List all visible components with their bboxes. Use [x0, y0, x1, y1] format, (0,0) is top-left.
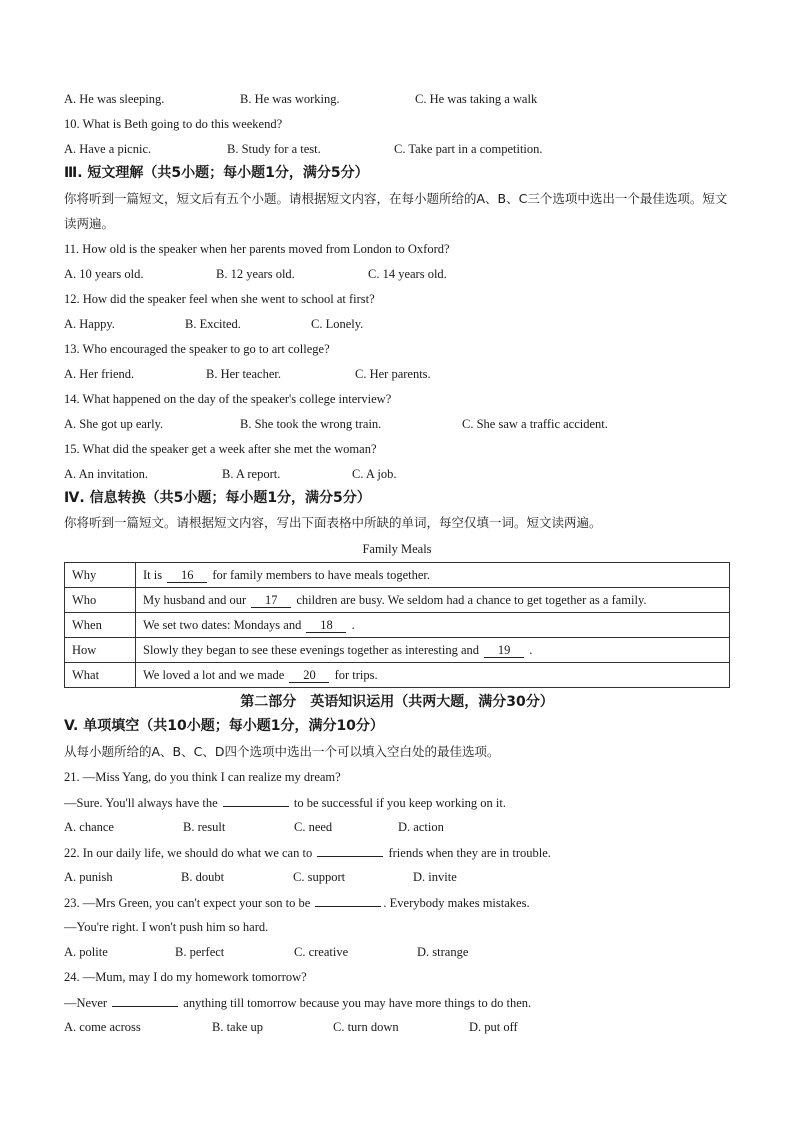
table-row	[65, 663, 730, 688]
answer-blank-20[interactable]: 20	[289, 668, 329, 683]
q9-option-b: B. He was working.	[240, 92, 340, 106]
table-row	[65, 563, 730, 588]
q23-option-b: B. perfect	[175, 945, 225, 959]
q21-text-post: to be successful if you keep working on it.	[293, 796, 506, 810]
row-text-post: for trips.	[334, 667, 378, 682]
row-text-pre: It is	[143, 567, 163, 582]
table-row	[65, 613, 730, 638]
q10-option-b: B. Study for a test.	[227, 142, 321, 156]
row-text-post: children are busy. We seldom had a chance to get together as a family.	[296, 592, 647, 607]
q10-option-a: A. Have a picnic.	[64, 142, 152, 156]
row-key: Who	[65, 588, 136, 613]
answer-blank-19[interactable]: 19	[484, 643, 524, 658]
table-title: Family Meals	[362, 542, 432, 556]
q21-option-b: B. result	[183, 820, 226, 834]
q15-option-b: B. A report.	[222, 467, 281, 481]
q24-line-2	[64, 993, 531, 1012]
q12-stem: 12. How did the speaker feel when she went to school at first?	[64, 292, 375, 306]
q10-stem: 10. What is Beth going to do this weekend?	[64, 117, 283, 131]
row-key: What	[65, 663, 136, 688]
part-2-title: 第二部分 英语知识运用（共两大题，满分30分）	[240, 694, 554, 710]
q24-option-d: D. put off	[469, 1020, 518, 1034]
row-content	[136, 638, 730, 663]
q12-option-a: A. Happy.	[64, 317, 115, 331]
q24-option-b: B. take up	[212, 1020, 264, 1034]
q10-option-c: C. Take part in a competition.	[394, 142, 543, 156]
q15-stem: 15. What did the speaker get a week after she met the woman?	[64, 442, 377, 456]
q12-option-b: B. Excited.	[185, 317, 241, 331]
q14-option-b: B. She took the wrong train.	[240, 417, 382, 431]
row-text-pre: Slowly they began to see these evenings together as interesting and	[143, 642, 480, 657]
q23-line-2: —You're right. I won't push him so hard.	[64, 920, 269, 934]
q21-text-pre: —Sure. You'll always have the	[64, 796, 218, 810]
row-text-pre: We set two dates: Mondays and	[143, 617, 302, 632]
q23-text-post: . Everybody makes mistakes.	[383, 896, 530, 910]
q22-text-post: friends when they are in trouble.	[388, 846, 551, 860]
row-text-pre: My husband and our	[143, 592, 247, 607]
q21-option-d: D. action	[398, 820, 444, 834]
q14-option-a: A. She got up early.	[64, 417, 164, 431]
q13-option-a: A. Her friend.	[64, 367, 135, 381]
q23-option-c: C. creative	[294, 945, 349, 959]
answer-blank-16[interactable]: 16	[167, 568, 207, 583]
row-text-post: for family members to have meals together.	[212, 567, 430, 582]
table-row	[65, 638, 730, 663]
q23-blank[interactable]	[315, 893, 381, 907]
row-key: When	[65, 613, 136, 638]
q22-text-pre: 22. In our daily life, we should do what we can to	[64, 846, 313, 860]
row-content	[136, 563, 730, 588]
q21-line-2	[64, 793, 506, 812]
q14-option-c: C. She saw a traffic accident.	[462, 417, 608, 431]
row-key: Why	[65, 563, 136, 588]
q21-option-a: A. chance	[64, 820, 114, 834]
q22-option-c: C. support	[293, 870, 346, 884]
q23-line-1	[64, 893, 530, 912]
q21-blank[interactable]	[223, 793, 289, 807]
row-text-post: .	[351, 617, 355, 632]
q12-option-c: C. Lonely.	[311, 317, 364, 331]
answer-blank-18[interactable]: 18	[306, 618, 346, 633]
q22-option-a: A. punish	[64, 870, 113, 884]
q15-option-a: A. An invitation.	[64, 467, 149, 481]
row-key: How	[65, 638, 136, 663]
q24-line-1: 24. —Mum, may I do my homework tomorrow?	[64, 970, 307, 984]
table-row	[65, 588, 730, 613]
q13-stem: 13. Who encouraged the speaker to go to art college?	[64, 342, 330, 356]
section-4-title: Ⅳ. 信息转换（共5小题；每小题1分，满分5分）	[64, 490, 371, 506]
q22-blank[interactable]	[317, 843, 383, 857]
q23-option-a: A. polite	[64, 945, 108, 959]
q22-option-b: B. doubt	[181, 870, 225, 884]
q15-option-c: C. A job.	[352, 467, 397, 481]
q9-option-c: C. He was taking a walk	[415, 92, 538, 106]
section-5-title: V. 单项填空（共10小题；每小题1分，满分10分）	[64, 718, 384, 734]
q24-option-a: A. come across	[64, 1020, 141, 1034]
q23-text-pre: 23. —Mrs Green, you can't expect your son to be	[64, 896, 311, 910]
q11-option-c: C. 14 years old.	[368, 267, 447, 281]
q13-option-c: C. Her parents.	[355, 367, 431, 381]
q11-option-b: B. 12 years old.	[216, 267, 295, 281]
q24-text-post: anything till tomorrow because you may have more things to do then.	[183, 996, 532, 1010]
section-5-instruction: 从每小题所给的A、B、C、D四个选项中选出一个可以填入空白处的最佳选项。	[64, 744, 500, 759]
q13-option-b: B. Her teacher.	[206, 367, 281, 381]
section-3-instruction: 你将听到一篇短文，短文后有五个小题。请根据短文内容，在每小题所给的A、B、C三个选项中选出一个最佳选项。短文读两遍。	[64, 191, 728, 231]
q22-option-d: D. invite	[413, 870, 457, 884]
row-content	[136, 663, 730, 688]
q22-stem	[64, 843, 551, 862]
q9-option-a: A. He was sleeping.	[64, 92, 165, 106]
q24-blank[interactable]	[112, 993, 178, 1007]
family-meals-table	[64, 562, 730, 688]
q14-stem: 14. What happened on the day of the speaker's college interview?	[64, 392, 392, 406]
answer-blank-17[interactable]: 17	[251, 593, 291, 608]
q11-stem: 11. How old is the speaker when her parents moved from London to Oxford?	[64, 242, 450, 256]
q21-option-c: C. need	[294, 820, 333, 834]
row-content	[136, 588, 730, 613]
q21-line-1: 21. —Miss Yang, do you think I can realize my dream?	[64, 770, 341, 784]
row-content	[136, 613, 730, 638]
q24-text-pre: —Never	[64, 996, 108, 1010]
q23-option-d: D. strange	[417, 945, 469, 959]
q11-option-a: A. 10 years old.	[64, 267, 144, 281]
section-4-instruction: 你将听到一篇短文。请根据短文内容，写出下面表格中所缺的单词，每空仅填一词。短文读两遍。	[64, 515, 602, 530]
section-3-title: Ⅲ. 短文理解（共5小题；每小题1分，满分5分）	[64, 165, 369, 181]
row-text-pre: We loved a lot and we made	[143, 667, 285, 682]
q24-option-c: C. turn down	[333, 1020, 399, 1034]
row-text-post: .	[529, 642, 533, 657]
